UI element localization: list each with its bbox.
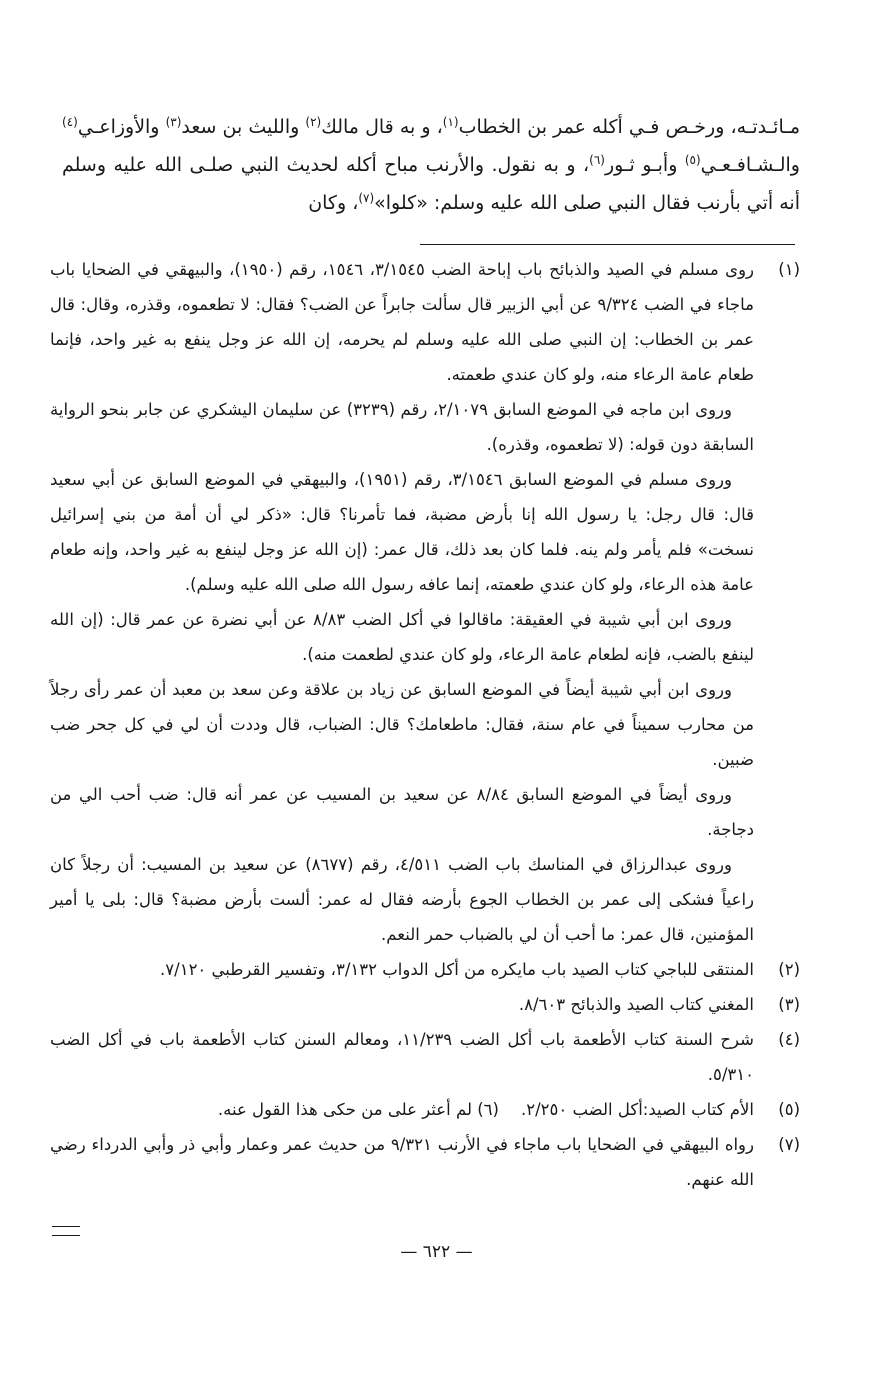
main-text-segment: والليث بن سعد bbox=[181, 116, 306, 138]
footnote-ref[interactable]: (٤) bbox=[62, 115, 78, 129]
footnote-paragraph: المغني كتاب الصيد والذبائح ٨/٦٠٣. bbox=[518, 995, 754, 1014]
footnote-text: الأم كتاب الصيد:أكل الضب ٢/٢٥٠. bbox=[520, 1100, 754, 1119]
main-text-segment: والـشـافـعـي bbox=[700, 154, 800, 176]
main-paragraph bbox=[62, 108, 800, 222]
footnote-body bbox=[50, 987, 754, 1022]
footnote-body bbox=[50, 252, 754, 952]
footnote-paragraph bbox=[50, 1092, 754, 1127]
footnote-inline-extra: (٦) لم أعثر على من حكى هذا القول عنه. bbox=[217, 1100, 499, 1119]
page-number: — ٦٢٢ — bbox=[400, 1242, 473, 1262]
footnote-paragraph: وروى ابن أبي شيبة في العقيقة: ماقالوا في أكل الضب ٨/٨٣ عن أبي نضرة عن عمر قال: (إن الله لينفع بالضب، فإنه لطعام عامة الرعاء، ولو كان عندي لطعمت منه). bbox=[50, 610, 754, 664]
footnote bbox=[50, 952, 800, 987]
main-text-segment: ، وكان bbox=[308, 192, 359, 214]
footnote-number: (٥) bbox=[778, 1100, 800, 1119]
footnote-ref[interactable]: (٣) bbox=[165, 115, 182, 129]
footnote-paragraph: روى مسلم في الصيد والذبائح باب إباحة الضب ٣/١٥٤٥، ١٥٤٦، رقم (١٩٥٠)، والبيهقي في الضحايا باب ماجاء في الضب ٩/٣٢٤ عن أبي الزبير قال سألت جابراً عن الضب؟ فقال: لا تطعموه، وقذره، وقال: قال عمر بن الخطاب: إن النبي صلى الله عليه وسلم لم يحرمه، إن الله عز وجل ينفع به غير واحد، فإنما طعام عامة الرعاء منه، ولو كان عندي طعمته. bbox=[50, 260, 755, 384]
footnote-paragraph: وروى ابن أبي شيبة أيضاً في الموضع السابق عن زياد بن علاقة وعن سعد بن معبد أن عمر رأى رجلاً من محارب سميناً في عام سنة، فقال: ماطعامك؟ قال: الضباب، قال وددت أن لي في كل جحر ضب ضبين. bbox=[50, 680, 754, 769]
footnote-number: (٤) bbox=[778, 1030, 800, 1049]
footnote-number: (٧) bbox=[778, 1135, 800, 1154]
main-text-segment: والأوزاعـي bbox=[77, 116, 166, 138]
footnote-body bbox=[50, 1022, 754, 1092]
footnote-body bbox=[50, 1127, 754, 1197]
footnote-paragraph: وروى ابن ماجه في الموضع السابق ٢/١٠٧٩، رقم (٣٢٣٩) عن سليمان اليشكري عن جابر بنحو الرواية السابقة دون قوله: (لا تطعموه، وقذره). bbox=[50, 400, 754, 454]
footnote-paragraph: وروى مسلم في الموضع السابق ٣/١٥٤٦، رقم (١٩٥١)، والبيهقي في الموضع السابق عن أبي سعيد قال: قال رجل: يا رسول الله إنا بأرض مضبة، فما تأمرنا؟ قال: «ذكر لي أن أمة من بني إسرائيل نسخت» فلم يأمر ولم ينه. فلما كان بعد ذلك، قال عمر: (إن الله عز وجل لينفع به غير واحد، وإنه طعام عامة هذه الرعاء، ولو كان عندي طعمته، إنما عافه رسول الله صلى الله عليه وسلم). bbox=[50, 470, 754, 594]
main-text-segment: ، و به نقول. والأرنب مباح أكله لحديث النبي صلـى الله عليه وسلم أنه أتي بأرنب فقال النبي صلى الله عليه وسلم: «كلوا» bbox=[62, 154, 800, 214]
footnote bbox=[50, 987, 800, 1022]
footnote-number: (٢) bbox=[778, 960, 800, 979]
footnote-separator bbox=[420, 244, 795, 245]
footnote-body bbox=[50, 1092, 754, 1127]
footnote-paragraph: المنتقى للباجي كتاب الصيد باب مايكره من أكل الدواب ٣/١٣٢، وتفسير القرطبي ٧/١٢٠. bbox=[160, 960, 754, 979]
main-text bbox=[62, 108, 800, 222]
main-text-segment: مـائـدتـه، ورخـص فـي أكله عمر بن الخطاب bbox=[458, 116, 801, 138]
footnote-ref[interactable]: (٦) bbox=[589, 153, 605, 167]
footnote-number: (١) bbox=[778, 260, 800, 279]
footnote-ref[interactable]: (٢) bbox=[305, 115, 322, 129]
footnote-number: (٣) bbox=[778, 995, 800, 1014]
footnote bbox=[50, 1022, 800, 1092]
footnote-ref[interactable]: (٧) bbox=[358, 191, 375, 205]
footnote-paragraph: وروى أيضاً في الموضع السابق ٨/٨٤ عن سعيد بن المسيب عن عمر أنه قال: ضب أحب الي من دجاجة. bbox=[50, 785, 754, 839]
footnotes-section bbox=[50, 252, 800, 1197]
footnote-paragraph: رواه البيهقي في الضحايا باب ماجاء في الأرنب ٩/٣٢١ من حديث عمر وعمار وأبي ذر وأبي الدرداء رضي الله عنهم. bbox=[50, 1135, 754, 1189]
footnote-body bbox=[50, 952, 754, 987]
footnote-ref[interactable]: (٥) bbox=[684, 153, 701, 167]
main-text-segment: وأبـو ثـور bbox=[604, 154, 685, 176]
footnote bbox=[50, 1127, 800, 1197]
footnote-paragraph: شرح السنة كتاب الأطعمة باب أكل الضب ١١/٢٣٩، ومعالم السنن كتاب الأطعمة باب في أكل الضب ٥/٣١٠. bbox=[50, 1030, 754, 1084]
footnote-paragraph: وروى عبدالرزاق في المناسك باب الضب ٤/٥١١، رقم (٨٦٧٧) عن سعيد بن المسيب: أن رجلاً كان راعياً فشكى إلى عمر بن الخطاب الجوع بأرضه فقال له عمر: ألست بأرض مضبة؟ قال: بلى يا أمير المؤمنين، قال عمر: ما أحب أن لي بالضباب حمر النعم. bbox=[50, 855, 754, 944]
footnote bbox=[50, 252, 800, 952]
footnote-ref[interactable]: (١) bbox=[442, 115, 459, 129]
main-text-segment: ، و به قال مالك bbox=[321, 116, 443, 138]
footnote bbox=[50, 1092, 800, 1127]
